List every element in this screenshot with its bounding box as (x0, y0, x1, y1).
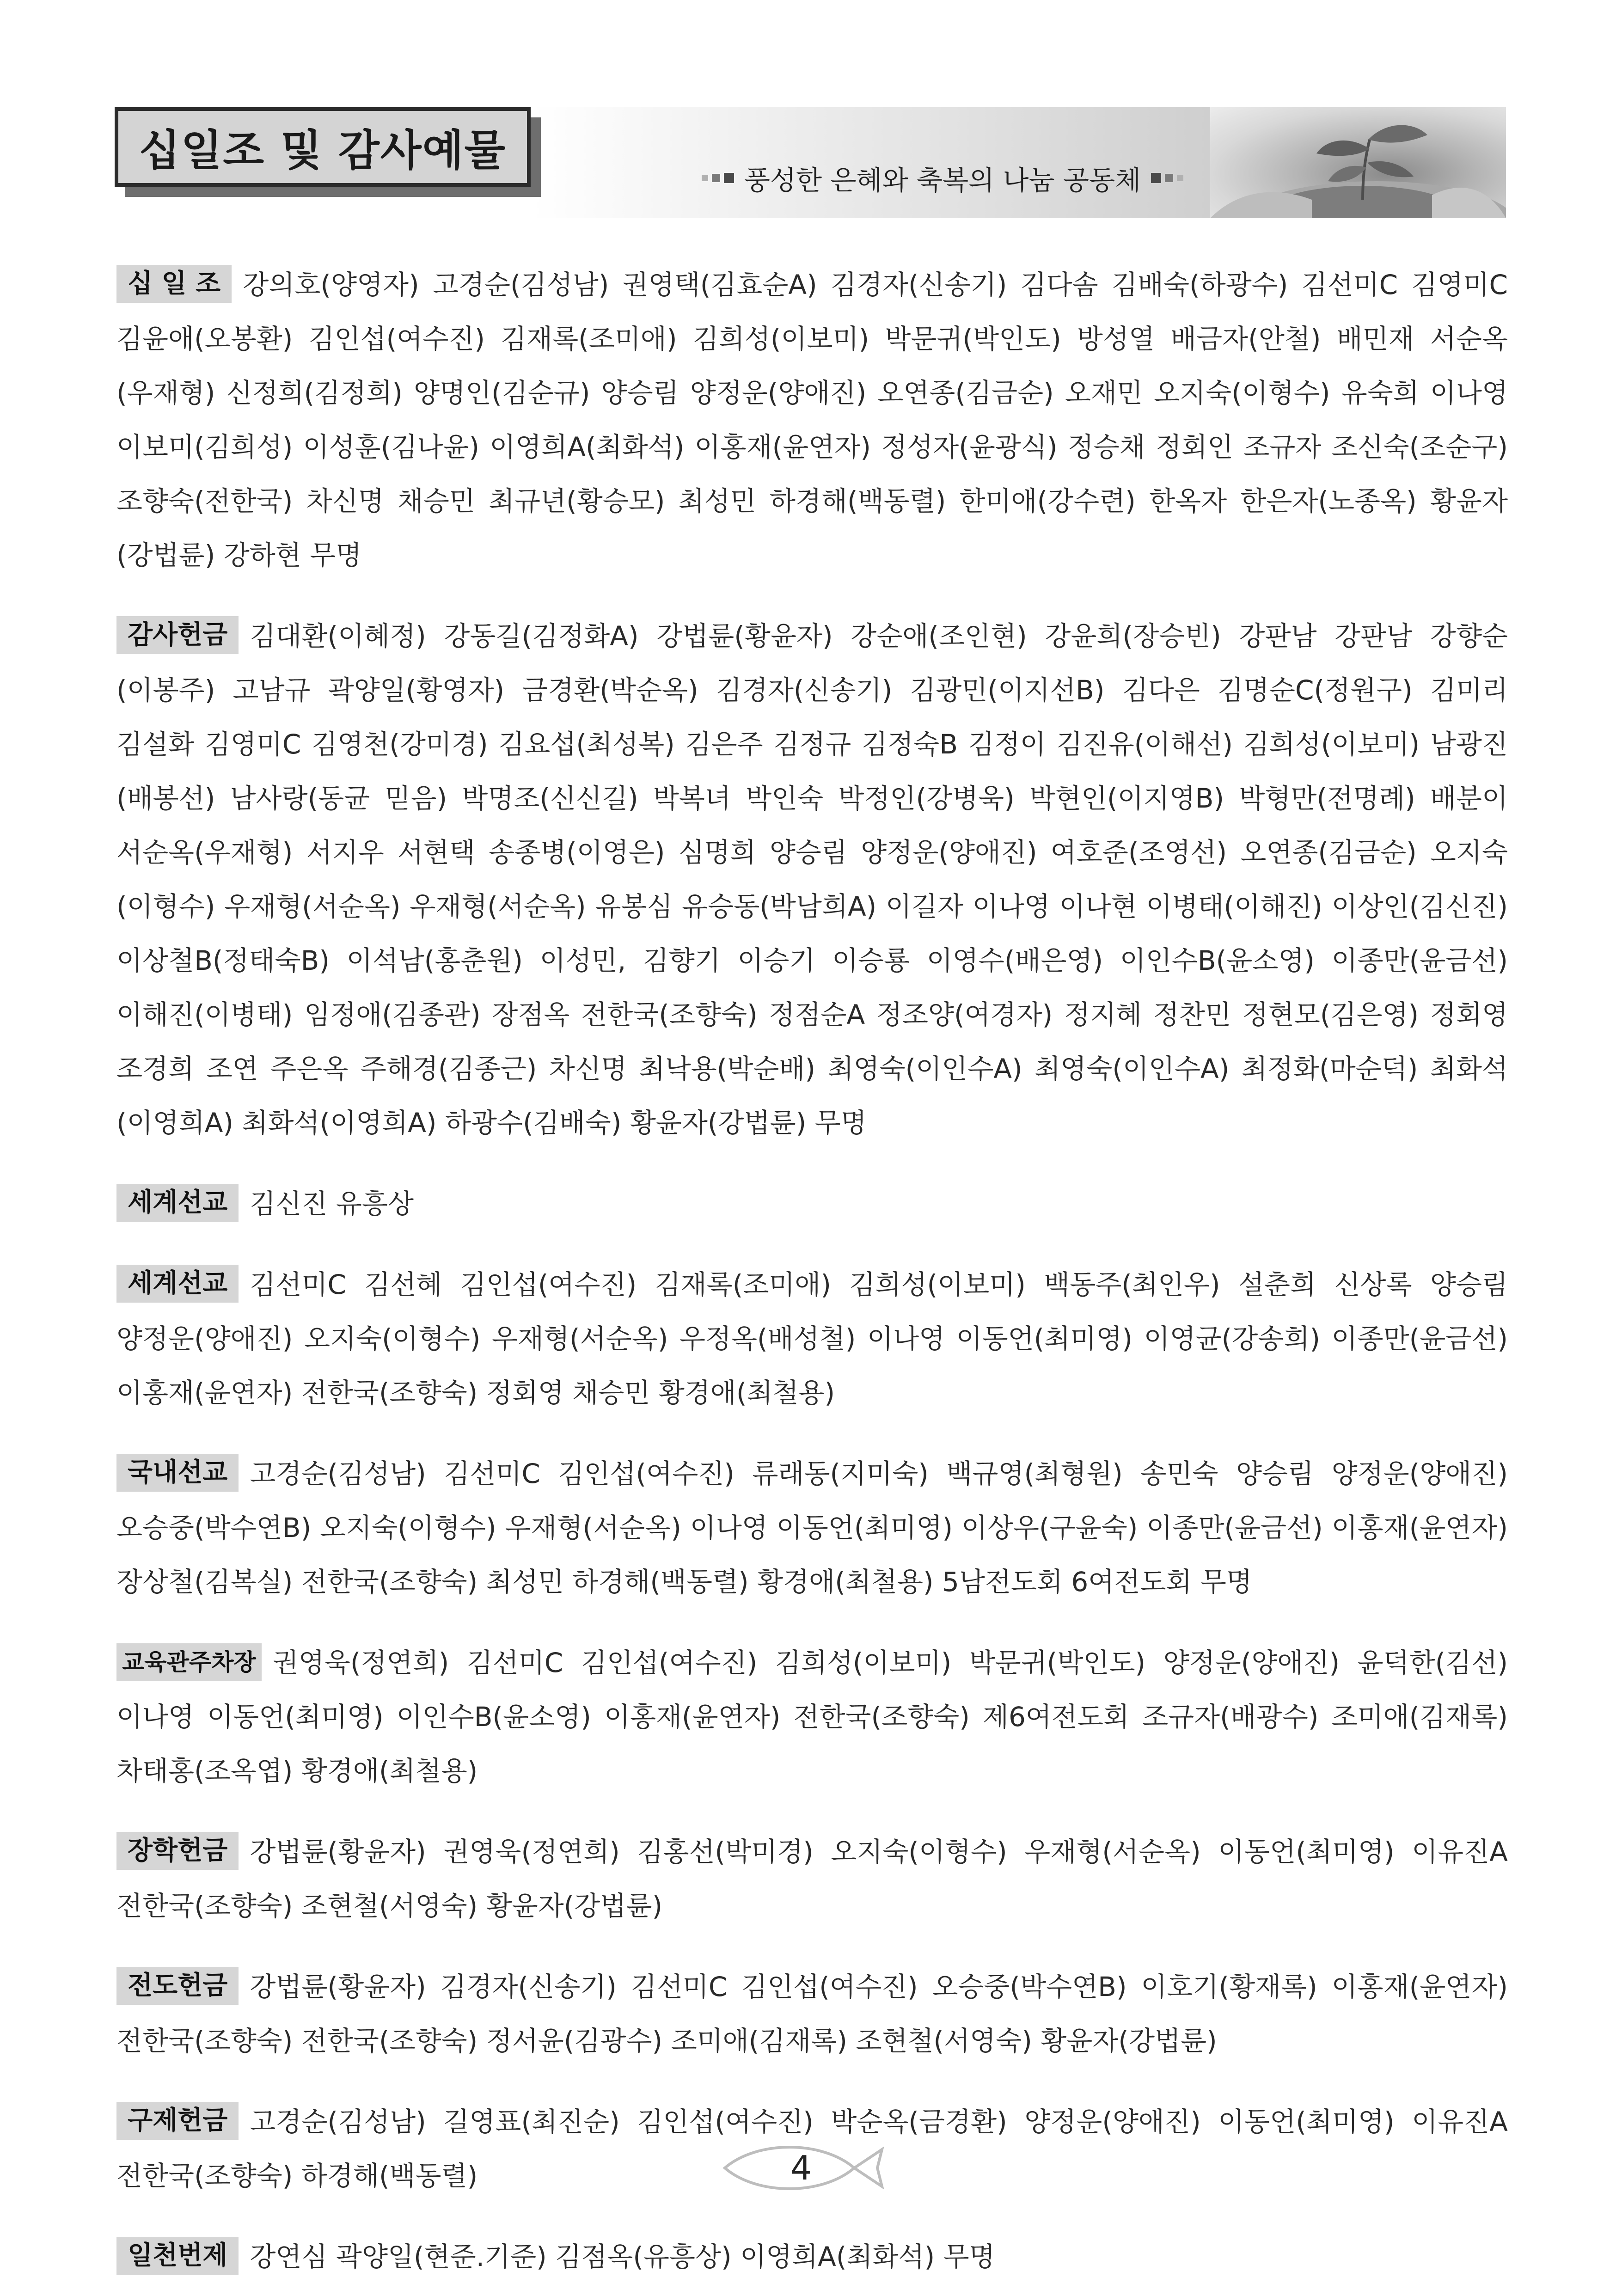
section-label: 세계선교 (116, 1265, 239, 1303)
right-square-bullets-icon (1151, 173, 1183, 183)
section-thousand-offerings (116, 2230, 1508, 2284)
title-box (115, 107, 531, 187)
section-label: 국내선교 (116, 1454, 239, 1492)
left-square-bullets-icon (702, 173, 734, 183)
section-label: 전도헌금 (116, 1967, 239, 2005)
section-label: 감사헌금 (116, 616, 239, 654)
section-names: 권영욱(정연희) 김선미C 김인섭(여수진) 김희성(이보미) 박문귀(박인도) 양정운(양애진) 윤덕한(김선) 이나영 이동언(최미영) 이인수B(윤소영) 이홍재(윤연자) 전한국(조향숙) 제6여전도회 조규자(배광수) 조미애(김재록) 차태홍(조옥엽) 황경애(최철용) (116, 1647, 1508, 1787)
page-footer (716, 2136, 900, 2200)
section-label: 십 일 조 (116, 265, 232, 303)
section-names: 김신진 유흥상 (250, 1188, 414, 1219)
section-names: 강법륜(황윤자) 김경자(신송기) 김선미C 김인섭(여수진) 오승중(박수연B) 이호기(황재록) 이홍재(윤연자) 전한국(조향숙) 전한국(조향숙) 정서윤(김광수) 조미애(김재록) 조현철(서영숙) 황윤자(강법륜) (116, 1971, 1508, 2057)
section-names: 김대환(이혜정) 강동길(김정화A) 강법륜(황윤자) 강순애(조인현) 강윤희(장승빈) 강판남 강판남 강향순(이봉주) 고남규 곽양일(황영자) 금경환(박순옥) 김경자(신송기) 김광민(이지선B) 김다은 김명순C(정원구) 김미리 김설화 김영미C 김영천(강미경) 김요섭(최성복) 김은주 김정규 김정숙B 김정이 김진유(이해선) 김희성(이보미) 남광진(배봉선) 남사랑(동균 믿음) 박명조(신신길) 박복녀 박인숙 박정인(강병욱) 박현인(이지영B) 박형만(전명례) 배분이 서순옥(우재형) 서지우 서현택 송종병(이영은) 심명희 양승림 양정운(양애진) 여호준(조영선) 오연종(김금순) 오지숙(이형수) 우재형(서순옥) 우재형(서순옥) 유봉심 유승동(박남희A) 이길자 이나영 이나현 이병태(이해진) 이상인(김신진) 이상철B(정태숙B) 이석남(홍춘원) 이성민, 김향기 이승기 이승룡 이영수(배은영) 이인수B(윤소영) 이종만(윤금선) 이해진(이병태) 임정애(김종관) 장점옥 전한국(조향숙) 정점순A 정조양(여경자) 정지혜 정찬민 정현모(김은영) 정회영 조경희 조연 주은옥 주해경(김종근) 차신명 최낙용(박순배) 최영숙(이인수A) 최영숙(이인수A) 최정화(마순덕) 최화석(이영희A) 최화석(이영희A) 하광수(김배숙) 황윤자(강법륜) 무명 (116, 620, 1508, 1139)
page-header (115, 107, 1506, 218)
header-plant-image (1210, 107, 1506, 218)
header-subtitle (702, 153, 1183, 203)
subtitle-text: 풍성한 은혜와 축복의 나눔 공동체 (744, 165, 1141, 196)
section-names: 강의호(양영자) 고경순(김성남) 권영택(김효순A) 김경자(신송기) 김다솜 김배숙(하광수) 김선미C 김영미C 김윤애(오봉환) 김인섭(여수진) 김재록(조미애) 김희성(이보미) 박문귀(박인도) 방성열 배금자(안철) 배민재 서순옥(우재형) 신정희(김정희) 양명인(김순규) 양승림 양정운(양애진) 오연종(김금순) 오재민 오지숙(이형수) 유숙희 이나영 이보미(김희성) 이성훈(김나윤) 이영희A(최화석) 이홍재(윤연자) 정성자(윤광식) 정승채 정회인 조규자 조신숙(조순구) 조향숙(전한국) 차신명 채승민 최규년(황승모) 최성민 하경해(백동렬) 한미애(강수련) 한옥자 한은자(노종옥) 황윤자(강법륜) 강하현 무명 (116, 269, 1508, 571)
section-world-mission-2 (116, 1258, 1508, 1420)
section-domestic-mission (116, 1447, 1508, 1609)
section-names: 강연심 곽양일(현준.기준) 김점옥(유흥상) 이영희A(최화석) 무명 (250, 2241, 995, 2272)
section-label: 세계선교 (116, 1184, 239, 1222)
section-thanksgiving (116, 609, 1508, 1150)
section-world-mission-1 (116, 1177, 1508, 1231)
page-number: 4 (790, 2149, 812, 2187)
offering-list (116, 231, 1508, 2296)
section-names: 강법륜(황윤자) 권영욱(정연희) 김홍선(박미경) 오지숙(이형수) 우재형(서순옥) 이동언(최미영) 이유진A 전한국(조향숙) 조현철(서영숙) 황윤자(강법륜) (116, 1836, 1508, 1922)
section-education-parking (116, 1636, 1508, 1798)
section-names: 고경순(김성남) 김선미C 김인섭(여수진) 류래동(지미숙) 백규영(최형원) 송민숙 양승림 양정운(양애진) 오승중(박수연B) 오지숙(이형수) 우재형(서순옥) 이나영 이동언(최미영) 이상우(구윤숙) 이종만(윤금선) 이홍재(윤연자) 장상철(김복실) 전한국(조향숙) 최성민 하경해(백동렬) 황경애(최철용) 5남전도회 6여전도회 무명 (116, 1458, 1508, 1598)
page-title: 십일조 및 감사예물 (139, 126, 507, 175)
section-label: 장학헌금 (116, 1832, 239, 1870)
section-scholarship (116, 1825, 1508, 1933)
section-evangelism (116, 1960, 1508, 2068)
plant-in-hands-icon (1210, 107, 1506, 218)
section-label: 교육관주차장 (116, 1643, 262, 1681)
section-tithe (116, 258, 1508, 582)
section-names: 고경순(김성남) 길영표(최진순) 김인섭(여수진) 박순옥(금경환) 양정운(양애진) 이동언(최미영) 이유진A 전한국(조향숙) 하경해(백동렬) (116, 2106, 1508, 2192)
section-label: 일천번제 (116, 2237, 239, 2275)
section-names: 김선미C 김선혜 김인섭(여수진) 김재록(조미애) 김희성(이보미) 백동주(최인우) 설춘희 신상록 양승림 양정운(양애진) 오지숙(이형수) 우재형(서순옥) 우정옥(배성철) 이나영 이동언(최미영) 이영균(강송희) 이종만(윤금선) 이홍재(윤연자) 전한국(조향숙) 정회영 채승민 황경애(최철용) (116, 1269, 1508, 1408)
section-label: 구제헌금 (116, 2102, 239, 2140)
